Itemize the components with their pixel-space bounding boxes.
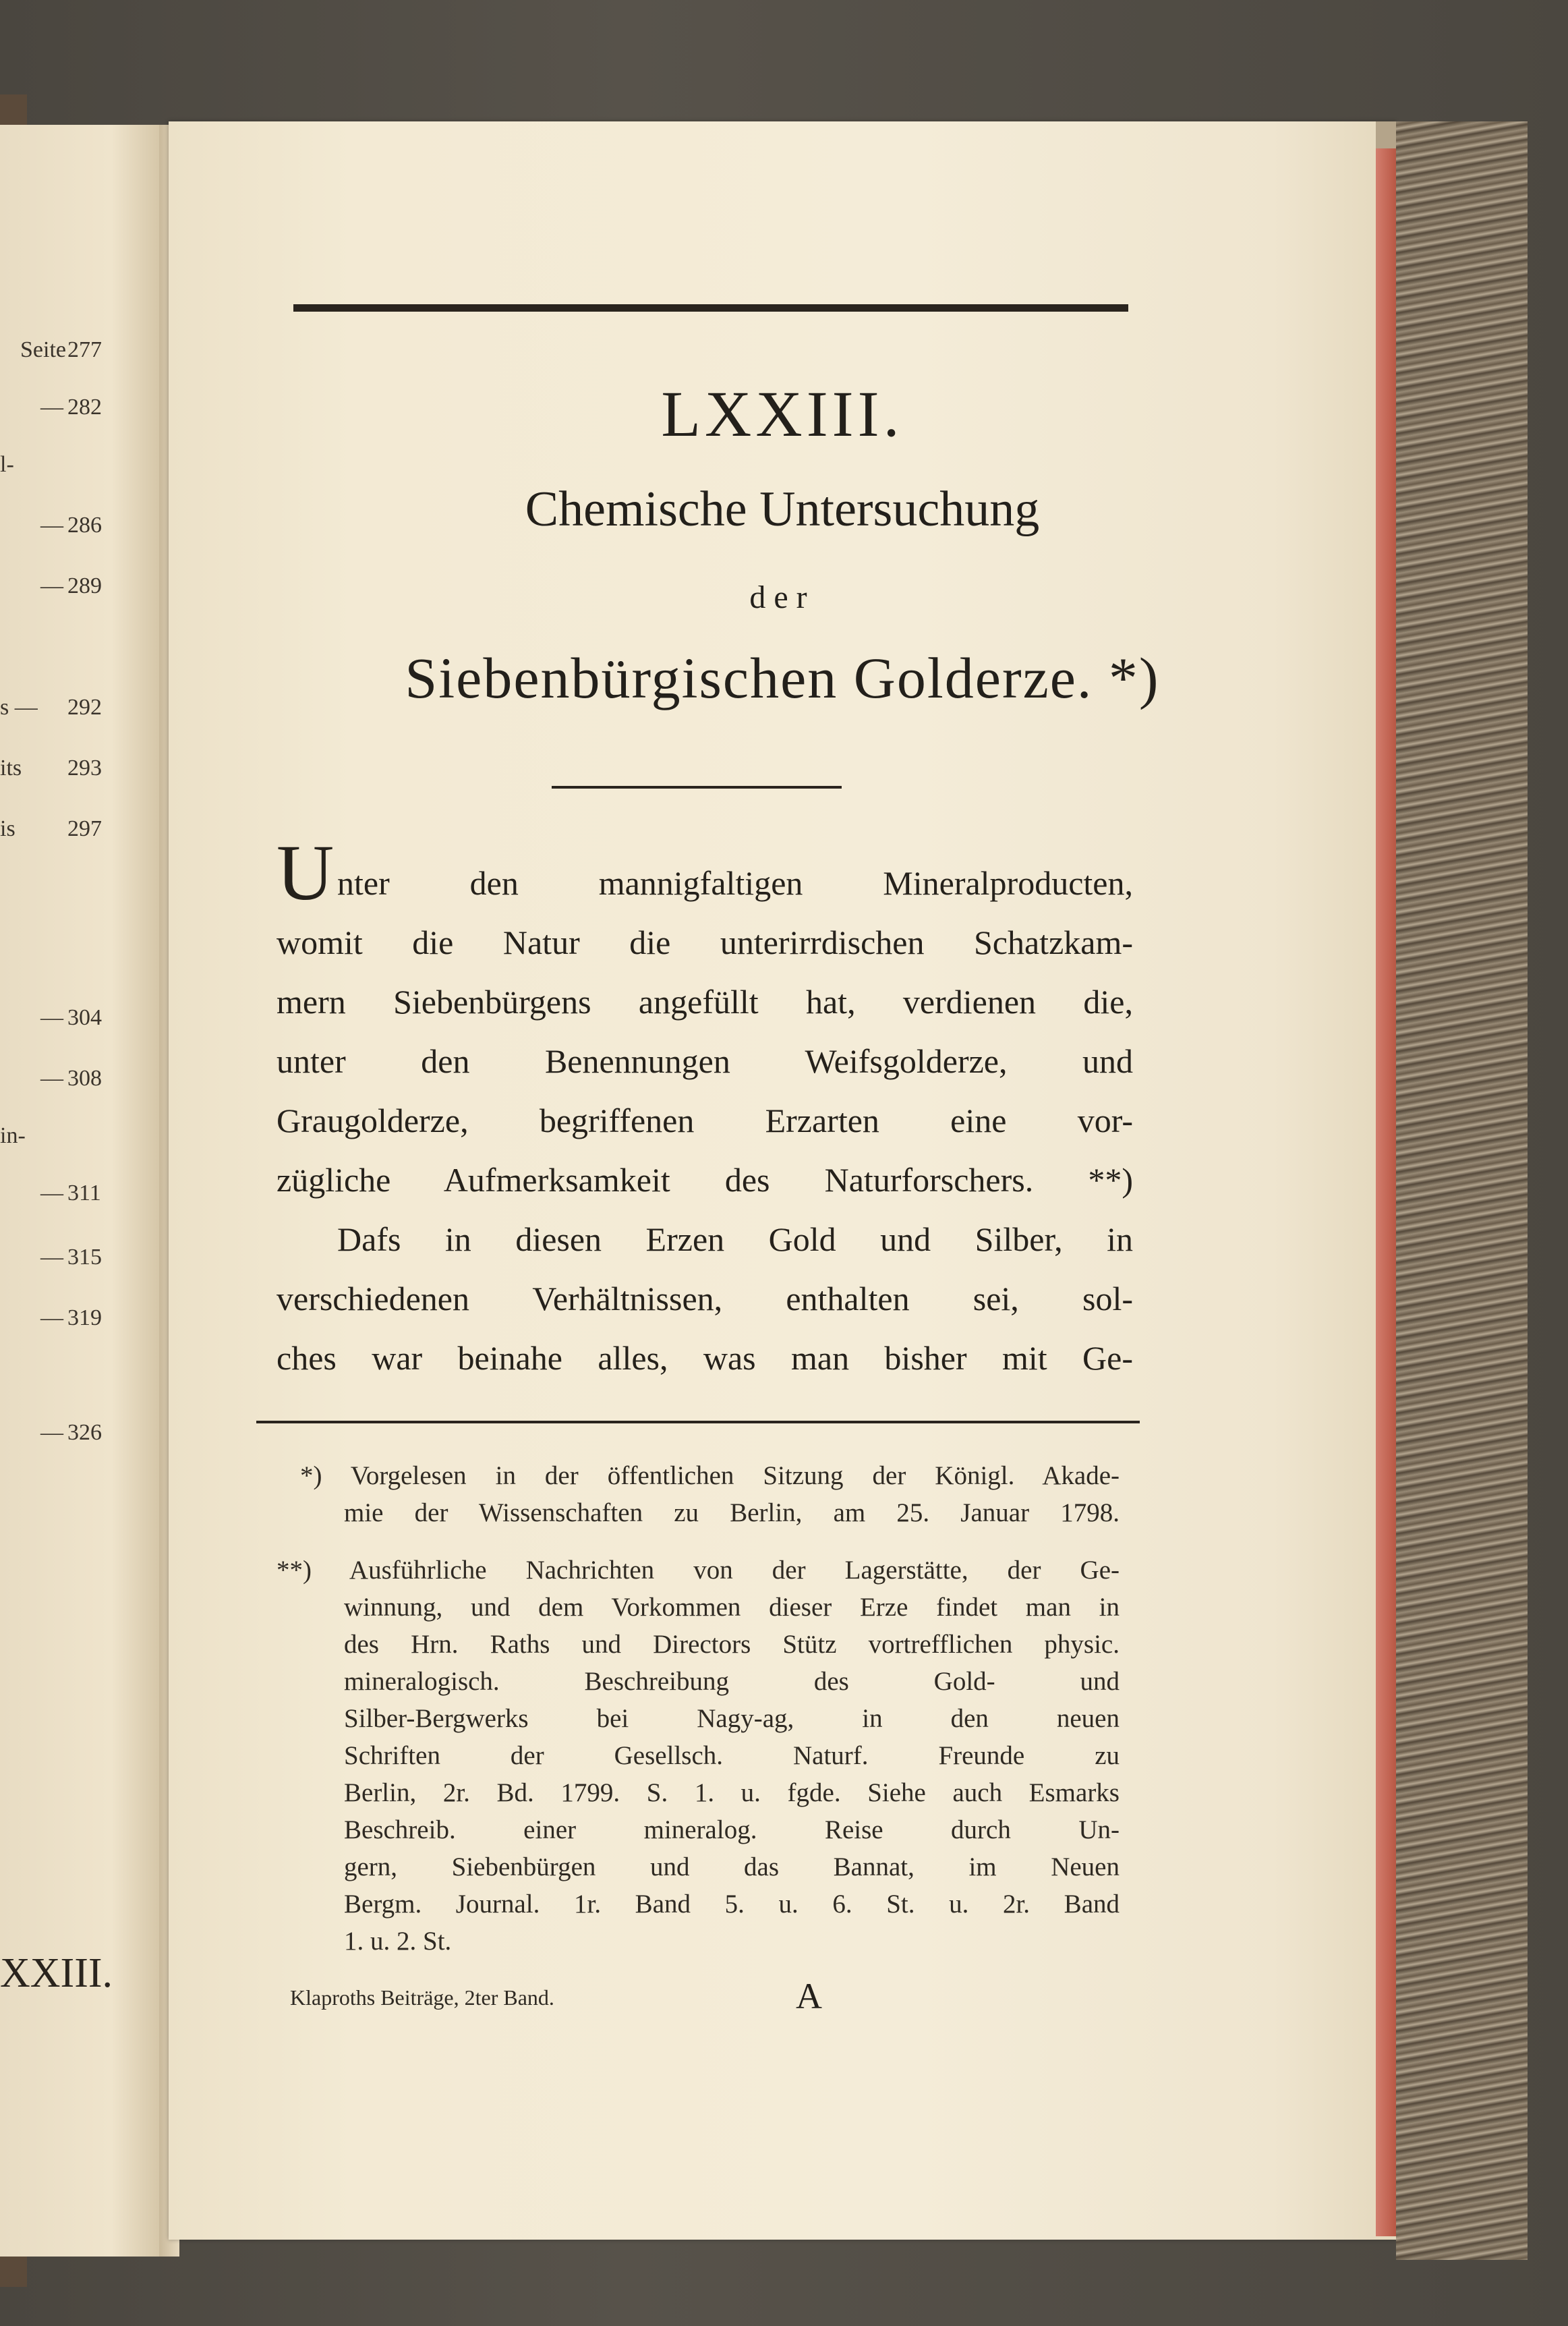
toc-label: — — [40, 395, 63, 420]
body-line: Graugolderze, begriffenen Erzarten eine vor- — [277, 1102, 1133, 1139]
footnote-line: *) Vorgelesen in der öffentlichen Sitzung der Königl. Akade- — [300, 1461, 1120, 1490]
drop-cap: U — [277, 828, 335, 917]
toc-label: — — [40, 1066, 63, 1091]
toc-page-number: 293 — [67, 756, 102, 781]
footnote-line: Beschreib. einer mineralog. Reise durch Un- — [344, 1815, 1120, 1844]
toc-label: is — [0, 816, 16, 841]
body-line: mern Siebenbürgens angefüllt hat, verdienen die, — [277, 983, 1133, 1021]
toc-page-number: 297 — [67, 816, 102, 841]
footnote-line: Berlin, 2r. Bd. 1799. S. 1. u. fgde. Siehe auch Esmarks — [344, 1778, 1120, 1807]
footnote-line: Silber-Bergwerks bei Nagy-ag, in den neuen — [344, 1704, 1120, 1733]
footnote-rule — [256, 1421, 1140, 1423]
toc-page-number: 286 — [67, 513, 102, 538]
toc-page-number: 315 — [67, 1245, 102, 1270]
footnote-line: Bergm. Journal. 1r. Band 5. u. 6. St. u. 2r. Band — [344, 1890, 1120, 1919]
toc-page-number: 282 — [67, 395, 102, 420]
toc-page-number: 319 — [67, 1305, 102, 1330]
title-line-1: Chemische Untersuchung — [525, 482, 1040, 537]
body-line: ches war beinahe alles, was man bisher mit Ge- — [277, 1339, 1133, 1377]
footnote-line: 1. u. 2. St. — [344, 1927, 452, 1956]
signature-line: Klaproths Beiträge, 2ter Band. — [290, 1985, 554, 2010]
toc-label: Seite — [20, 337, 66, 362]
toc-page-number: 304 — [67, 1005, 102, 1030]
toc-page-number: 308 — [67, 1066, 102, 1091]
left-page-roman: XXIII. — [0, 1950, 113, 1996]
body-line: nter den mannigfaltigen Mineralproducten, — [337, 864, 1133, 902]
body-line: zügliche Aufmerksamkeit des Naturforschers. **) — [277, 1161, 1133, 1199]
body-line: unter den Benennungen Weifsgolderze, und — [277, 1042, 1133, 1080]
footnote-line: gern, Siebenbürgen und das Bannat, im Neuen — [344, 1852, 1120, 1881]
toc-page-number: 326 — [67, 1420, 102, 1445]
toc-label: — — [40, 1420, 63, 1445]
footnote-line: Schriften der Gesellsch. Naturf. Freunde zu — [344, 1741, 1120, 1770]
body-line: verschiedenen Verhältnissen, enthalten sei, sol- — [277, 1280, 1133, 1317]
footnote-line: winnung, und dem Vorkommen dieser Erze findet man in — [344, 1593, 1120, 1622]
footnote-line: **) Ausführliche Nachrichten von der Lagerstätte, der Ge- — [277, 1556, 1120, 1585]
body-line: Dafs in diesen Erzen Gold und Silber, in — [337, 1220, 1133, 1258]
toc-label: — — [40, 573, 63, 598]
body-line: womit die Natur die unterirrdischen Schatzkam- — [277, 924, 1133, 961]
footnote-line: des Hrn. Raths und Directors Stütz vortrefflichen physic. — [344, 1630, 1120, 1659]
title-line-2: der — [749, 579, 815, 615]
footnote-line: mineralogisch. Beschreibung des Gold- und — [344, 1667, 1120, 1696]
chapter-number: LXXIII. — [661, 378, 904, 450]
toc-page-number: 292 — [67, 695, 102, 720]
toc-label: s — — [0, 695, 38, 720]
title-divider — [552, 786, 842, 789]
toc-page-number: 277 — [67, 337, 102, 362]
toc-label: — — [40, 1005, 63, 1030]
toc-page-number: 311 — [67, 1181, 101, 1205]
toc-label: — — [40, 1245, 63, 1270]
toc-label: — — [40, 513, 63, 538]
toc-label: — — [40, 1181, 63, 1205]
book-spine — [1396, 121, 1528, 2260]
footnote-line: mie der Wissenschaften zu Berlin, am 25. Januar 1798. — [344, 1498, 1120, 1527]
toc-label: l- — [0, 452, 14, 477]
title-line-3: Siebenbürgischen Golderze. *) — [405, 646, 1160, 710]
toc-page-number: 289 — [67, 573, 102, 598]
top-rule — [293, 304, 1128, 312]
toc-label: — — [40, 1305, 63, 1330]
toc-label: in- — [0, 1123, 26, 1148]
signature-mark: A — [796, 1976, 822, 2016]
toc-label: its — [0, 756, 22, 781]
